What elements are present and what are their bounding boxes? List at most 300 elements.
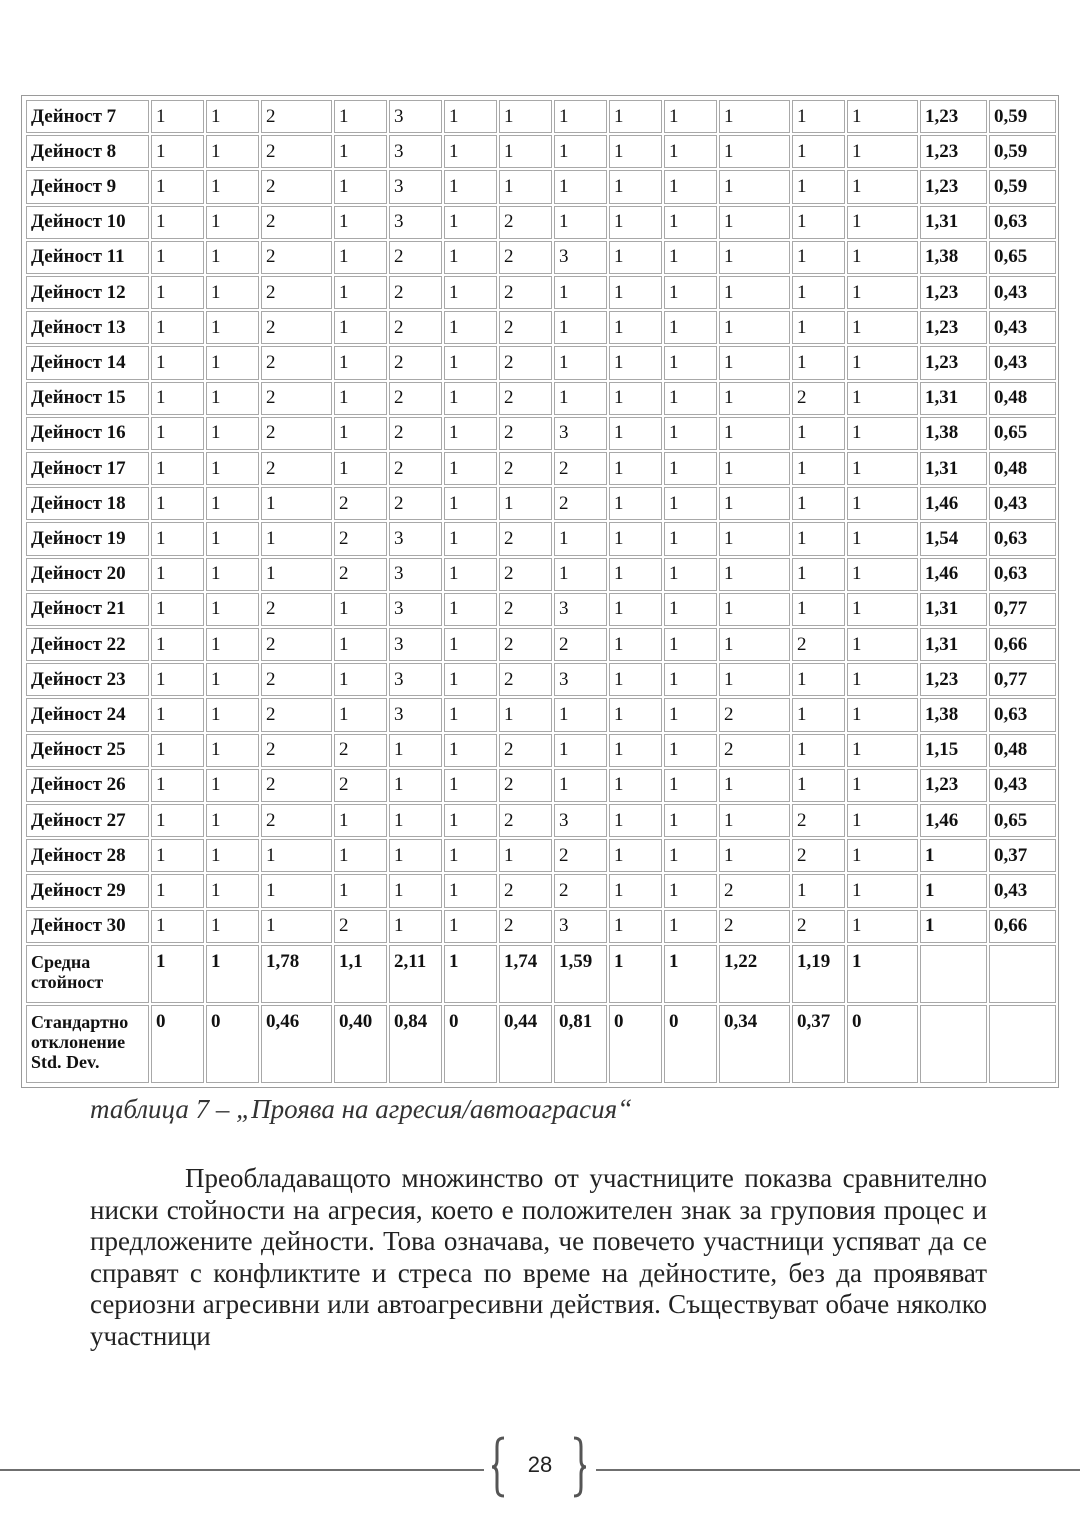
- score-cell: 1: [664, 241, 717, 274]
- table-row: [26, 241, 1056, 274]
- score-cell: 1: [206, 276, 259, 309]
- summary-cell: 0,84: [389, 1005, 442, 1083]
- score-cell: 2: [792, 628, 845, 661]
- score-cell: 1: [609, 804, 662, 837]
- row-mean-cell: 1: [920, 839, 987, 872]
- score-cell: 1: [206, 311, 259, 344]
- row-mean-cell: 1,15: [920, 734, 987, 767]
- score-cell: 2: [554, 839, 607, 872]
- score-cell: 1: [792, 769, 845, 802]
- score-cell: 2: [499, 522, 552, 555]
- score-cell: 2: [554, 874, 607, 907]
- score-cell: 2: [499, 241, 552, 274]
- score-cell: 1: [719, 558, 790, 591]
- summary-cell: 1: [444, 945, 497, 1003]
- table-row: [26, 663, 1056, 696]
- score-cell: 1: [499, 698, 552, 731]
- score-cell: 3: [554, 804, 607, 837]
- summary-cell: 2,11: [389, 945, 442, 1003]
- table-body: [26, 100, 1056, 1083]
- score-cell: 1: [151, 206, 204, 239]
- score-cell: 1: [719, 100, 790, 133]
- score-cell: 1: [792, 346, 845, 379]
- row-mean-cell: 1,54: [920, 522, 987, 555]
- score-cell: 1: [334, 417, 387, 450]
- score-cell: 2: [719, 734, 790, 767]
- row-sd-cell: 0,37: [989, 839, 1056, 872]
- summary-cell: 0: [664, 1005, 717, 1083]
- score-cell: 1: [609, 628, 662, 661]
- summary-cell: 0: [206, 1005, 259, 1083]
- score-cell: 1: [792, 276, 845, 309]
- right-brace-icon: [572, 1436, 588, 1498]
- score-cell: 1: [664, 593, 717, 626]
- summary-cell: 1,74: [499, 945, 552, 1003]
- score-cell: 1: [151, 874, 204, 907]
- score-cell: 1: [554, 135, 607, 168]
- score-cell: 2: [389, 417, 442, 450]
- summary-cell: 0,34: [719, 1005, 790, 1083]
- score-cell: 3: [554, 417, 607, 450]
- score-cell: 1: [719, 241, 790, 274]
- score-cell: 2: [499, 663, 552, 696]
- score-cell: 1: [609, 839, 662, 872]
- score-cell: 2: [261, 804, 332, 837]
- score-cell: 2: [719, 698, 790, 731]
- score-cell: 2: [261, 170, 332, 203]
- score-cell: 1: [151, 698, 204, 731]
- score-cell: 1: [847, 522, 918, 555]
- score-cell: 1: [206, 452, 259, 485]
- score-cell: 1: [719, 206, 790, 239]
- score-cell: 1: [206, 839, 259, 872]
- row-label: Дейност 20: [26, 558, 149, 591]
- score-cell: 1: [609, 910, 662, 943]
- score-cell: 3: [554, 910, 607, 943]
- score-cell: 1: [609, 769, 662, 802]
- score-cell: 2: [792, 804, 845, 837]
- score-cell: 1: [151, 346, 204, 379]
- empty-cell: [989, 945, 1056, 1003]
- score-cell: 1: [847, 135, 918, 168]
- score-cell: 2: [389, 241, 442, 274]
- score-cell: 3: [389, 100, 442, 133]
- row-sd-cell: 0,63: [989, 206, 1056, 239]
- score-cell: 1: [499, 170, 552, 203]
- score-cell: 2: [792, 910, 845, 943]
- score-cell: 1: [444, 874, 497, 907]
- row-mean-cell: 1,23: [920, 170, 987, 203]
- score-cell: 1: [554, 558, 607, 591]
- score-cell: 1: [792, 241, 845, 274]
- table-row: [26, 839, 1056, 872]
- score-cell: 2: [499, 346, 552, 379]
- score-cell: 1: [206, 346, 259, 379]
- score-cell: 1: [719, 804, 790, 837]
- row-mean-cell: 1,23: [920, 276, 987, 309]
- score-cell: 1: [261, 522, 332, 555]
- score-cell: 1: [847, 206, 918, 239]
- score-cell: 1: [792, 663, 845, 696]
- score-cell: 1: [151, 663, 204, 696]
- row-label: Дейност 25: [26, 734, 149, 767]
- score-cell: 1: [847, 910, 918, 943]
- score-cell: 1: [334, 135, 387, 168]
- score-cell: 1: [554, 522, 607, 555]
- score-cell: 2: [334, 558, 387, 591]
- row-label: Дейност 29: [26, 874, 149, 907]
- summary-cell: 1: [847, 945, 918, 1003]
- footer-rule-left: [0, 1469, 484, 1471]
- score-cell: 1: [847, 628, 918, 661]
- row-label: Дейност 23: [26, 663, 149, 696]
- score-cell: 1: [334, 698, 387, 731]
- table-row: [26, 206, 1056, 239]
- summary-cell: 1,22: [719, 945, 790, 1003]
- row-sd-cell: 0,48: [989, 734, 1056, 767]
- row-mean-cell: 1,23: [920, 100, 987, 133]
- score-cell: 1: [792, 170, 845, 203]
- row-label: Дейност 17: [26, 452, 149, 485]
- score-cell: 1: [206, 628, 259, 661]
- score-cell: 1: [847, 734, 918, 767]
- score-cell: 2: [499, 628, 552, 661]
- score-cell: 1: [847, 241, 918, 274]
- score-cell: 1: [261, 839, 332, 872]
- row-mean-cell: 1: [920, 874, 987, 907]
- row-label: Дейност 30: [26, 910, 149, 943]
- score-cell: 1: [719, 663, 790, 696]
- score-cell: 2: [261, 593, 332, 626]
- table-row: [26, 558, 1056, 591]
- empty-cell: [920, 945, 987, 1003]
- score-cell: 2: [554, 628, 607, 661]
- score-cell: 1: [499, 135, 552, 168]
- table-row: [26, 382, 1056, 415]
- score-cell: 1: [261, 910, 332, 943]
- score-cell: 1: [792, 734, 845, 767]
- score-cell: 1: [261, 487, 332, 520]
- row-label: Дейност 15: [26, 382, 149, 415]
- score-cell: 2: [499, 593, 552, 626]
- score-cell: 1: [719, 311, 790, 344]
- score-cell: 1: [334, 804, 387, 837]
- table-row: [26, 311, 1056, 344]
- table-row: [26, 276, 1056, 309]
- row-sd-cell: 0,43: [989, 311, 1056, 344]
- row-mean-cell: 1,23: [920, 663, 987, 696]
- score-cell: 1: [334, 276, 387, 309]
- summary-cell: 0: [444, 1005, 497, 1083]
- score-cell: 1: [334, 170, 387, 203]
- score-cell: 3: [554, 241, 607, 274]
- score-cell: 1: [664, 804, 717, 837]
- row-sd-cell: 0,59: [989, 135, 1056, 168]
- score-cell: 1: [664, 170, 717, 203]
- score-cell: 1: [664, 487, 717, 520]
- score-cell: 1: [664, 874, 717, 907]
- row-sd-cell: 0,48: [989, 452, 1056, 485]
- score-cell: 1: [847, 346, 918, 379]
- score-cell: 1: [719, 452, 790, 485]
- score-cell: 2: [261, 769, 332, 802]
- score-cell: 1: [609, 311, 662, 344]
- score-cell: 2: [499, 452, 552, 485]
- score-cell: 1: [151, 382, 204, 415]
- score-cell: 3: [389, 698, 442, 731]
- score-cell: 1: [206, 382, 259, 415]
- row-mean-cell: 1,31: [920, 382, 987, 415]
- table-row: [26, 170, 1056, 203]
- row-label: Дейност 10: [26, 206, 149, 239]
- score-cell: 1: [719, 593, 790, 626]
- score-cell: 1: [334, 311, 387, 344]
- score-cell: 1: [389, 874, 442, 907]
- score-cell: 1: [664, 417, 717, 450]
- table-row: [26, 874, 1056, 907]
- score-cell: 2: [719, 874, 790, 907]
- empty-cell: [920, 1005, 987, 1083]
- empty-cell: [989, 1005, 1056, 1083]
- row-sd-cell: 0,63: [989, 698, 1056, 731]
- score-cell: 2: [389, 382, 442, 415]
- score-cell: 1: [554, 311, 607, 344]
- score-cell: 3: [389, 206, 442, 239]
- score-cell: 1: [206, 910, 259, 943]
- score-cell: 1: [609, 593, 662, 626]
- row-mean-cell: 1: [920, 910, 987, 943]
- score-cell: 1: [444, 100, 497, 133]
- score-cell: 1: [444, 311, 497, 344]
- score-cell: 1: [444, 698, 497, 731]
- score-cell: 1: [206, 769, 259, 802]
- score-cell: 1: [151, 276, 204, 309]
- score-cell: 3: [389, 135, 442, 168]
- score-cell: 1: [334, 241, 387, 274]
- score-cell: 2: [334, 910, 387, 943]
- score-cell: 1: [847, 276, 918, 309]
- table-row: [26, 628, 1056, 661]
- table-caption: таблица 7 – „Проява на агресия/автоаграсия“: [90, 1094, 633, 1124]
- row-sd-cell: 0,65: [989, 804, 1056, 837]
- score-cell: 1: [792, 452, 845, 485]
- score-cell: 1: [847, 311, 918, 344]
- table-row: [26, 734, 1056, 767]
- row-mean-cell: 1,46: [920, 804, 987, 837]
- score-cell: 1: [444, 769, 497, 802]
- score-cell: 1: [664, 734, 717, 767]
- score-cell: 2: [499, 382, 552, 415]
- score-cell: 3: [389, 522, 442, 555]
- row-sd-cell: 0,43: [989, 487, 1056, 520]
- score-cell: 1: [847, 698, 918, 731]
- score-cell: 2: [261, 206, 332, 239]
- table-row: [26, 804, 1056, 837]
- score-cell: 1: [609, 558, 662, 591]
- score-cell: 2: [261, 346, 332, 379]
- score-cell: 1: [609, 663, 662, 696]
- score-cell: 1: [206, 874, 259, 907]
- score-cell: 1: [151, 769, 204, 802]
- score-cell: 1: [444, 382, 497, 415]
- score-cell: 1: [847, 452, 918, 485]
- score-cell: 1: [792, 593, 845, 626]
- score-cell: 1: [206, 593, 259, 626]
- summary-cell: 1: [664, 945, 717, 1003]
- score-cell: 1: [847, 839, 918, 872]
- score-cell: 1: [664, 522, 717, 555]
- score-cell: 1: [609, 241, 662, 274]
- score-cell: 2: [261, 382, 332, 415]
- score-cell: 1: [609, 100, 662, 133]
- table-row: [26, 135, 1056, 168]
- score-cell: 2: [499, 311, 552, 344]
- score-cell: 1: [609, 135, 662, 168]
- row-mean-cell: 1,31: [920, 628, 987, 661]
- table-row: [26, 346, 1056, 379]
- footer-rule-right: [596, 1469, 1080, 1471]
- score-cell: 2: [261, 734, 332, 767]
- row-sd-cell: 0,59: [989, 170, 1056, 203]
- row-label: Дейност 14: [26, 346, 149, 379]
- row-mean-cell: 1,38: [920, 241, 987, 274]
- score-cell: 1: [444, 593, 497, 626]
- summary-cell: 0: [151, 1005, 204, 1083]
- score-cell: 3: [389, 593, 442, 626]
- score-cell: 1: [664, 839, 717, 872]
- score-cell: 3: [389, 663, 442, 696]
- score-cell: 1: [499, 839, 552, 872]
- score-cell: 1: [609, 276, 662, 309]
- score-cell: 1: [151, 558, 204, 591]
- score-cell: 1: [719, 346, 790, 379]
- score-cell: 1: [609, 734, 662, 767]
- score-cell: 1: [444, 206, 497, 239]
- score-cell: 2: [389, 487, 442, 520]
- score-cell: 1: [664, 698, 717, 731]
- score-cell: 1: [151, 170, 204, 203]
- score-cell: 1: [499, 487, 552, 520]
- row-mean-cell: 1,46: [920, 487, 987, 520]
- score-cell: 1: [334, 346, 387, 379]
- score-cell: 2: [554, 487, 607, 520]
- score-cell: 1: [609, 487, 662, 520]
- score-cell: 1: [664, 276, 717, 309]
- score-cell: 1: [664, 769, 717, 802]
- score-cell: 3: [554, 663, 607, 696]
- score-cell: 2: [389, 276, 442, 309]
- row-label: Дейност 27: [26, 804, 149, 837]
- score-cell: 1: [719, 487, 790, 520]
- score-cell: 1: [719, 628, 790, 661]
- score-cell: 1: [389, 839, 442, 872]
- score-cell: 1: [151, 593, 204, 626]
- row-sd-cell: 0,59: [989, 100, 1056, 133]
- summary-row: [26, 1005, 1056, 1083]
- score-cell: 2: [499, 769, 552, 802]
- score-cell: 1: [444, 558, 497, 591]
- score-cell: 1: [151, 417, 204, 450]
- score-cell: 1: [206, 135, 259, 168]
- score-cell: 2: [499, 206, 552, 239]
- score-cell: 1: [444, 241, 497, 274]
- row-sd-cell: 0,65: [989, 241, 1056, 274]
- score-cell: 2: [261, 100, 332, 133]
- score-cell: 1: [847, 417, 918, 450]
- table-row: [26, 910, 1056, 943]
- row-sd-cell: 0,43: [989, 346, 1056, 379]
- score-cell: 1: [444, 734, 497, 767]
- score-cell: 1: [389, 769, 442, 802]
- score-cell: 1: [664, 452, 717, 485]
- row-label: Дейност 12: [26, 276, 149, 309]
- score-cell: 1: [444, 910, 497, 943]
- row-sd-cell: 0,66: [989, 910, 1056, 943]
- row-mean-cell: 1,31: [920, 452, 987, 485]
- score-cell: 1: [151, 311, 204, 344]
- score-cell: 1: [792, 698, 845, 731]
- score-cell: 2: [261, 698, 332, 731]
- table-row: [26, 100, 1056, 133]
- score-cell: 2: [792, 382, 845, 415]
- score-cell: 1: [609, 698, 662, 731]
- score-cell: 1: [206, 206, 259, 239]
- score-cell: 1: [334, 663, 387, 696]
- score-cell: 2: [334, 734, 387, 767]
- score-cell: 1: [719, 522, 790, 555]
- score-cell: 1: [554, 769, 607, 802]
- row-sd-cell: 0,43: [989, 874, 1056, 907]
- score-cell: 2: [389, 346, 442, 379]
- row-label: Дейност 9: [26, 170, 149, 203]
- body-paragraph: Преобладаващото множинство от участниците показва сравнително ниски стойности на агресия, което е положителен знак за груповия процес и предложените дейности. Това означава, че повечето участници успяват да се справят с конфликтите и стреса по време на дейностите, без да проявяват сериозни агресивни или автоагресивни действия. Съществуват обаче няколко участници: [90, 1163, 987, 1351]
- score-cell: 1: [609, 874, 662, 907]
- score-cell: 1: [206, 734, 259, 767]
- score-cell: 1: [206, 241, 259, 274]
- score-cell: 1: [609, 346, 662, 379]
- summary-cell: 0,44: [499, 1005, 552, 1083]
- body-paragraph-block: [90, 1163, 987, 1352]
- row-sd-cell: 0,77: [989, 663, 1056, 696]
- score-cell: 1: [609, 206, 662, 239]
- score-cell: 1: [847, 769, 918, 802]
- row-label: Дейност 28: [26, 839, 149, 872]
- score-cell: 1: [206, 487, 259, 520]
- score-cell: 1: [554, 276, 607, 309]
- score-cell: 1: [554, 346, 607, 379]
- score-cell: 1: [664, 311, 717, 344]
- score-cell: 1: [847, 558, 918, 591]
- score-cell: 1: [664, 558, 717, 591]
- score-cell: 1: [389, 804, 442, 837]
- row-mean-cell: 1,23: [920, 311, 987, 344]
- summary-cell: 1,1: [334, 945, 387, 1003]
- score-cell: 1: [444, 839, 497, 872]
- row-sd-cell: 0,43: [989, 276, 1056, 309]
- row-label: Дейност 16: [26, 417, 149, 450]
- summary-cell: 0,46: [261, 1005, 332, 1083]
- score-cell: 1: [792, 487, 845, 520]
- score-cell: 1: [847, 100, 918, 133]
- score-cell: 2: [261, 241, 332, 274]
- score-cell: 2: [499, 734, 552, 767]
- score-cell: 1: [151, 100, 204, 133]
- score-cell: 1: [847, 874, 918, 907]
- table-row: [26, 487, 1056, 520]
- summary-cell: 0,37: [792, 1005, 845, 1083]
- score-cell: 2: [499, 417, 552, 450]
- score-cell: 1: [444, 417, 497, 450]
